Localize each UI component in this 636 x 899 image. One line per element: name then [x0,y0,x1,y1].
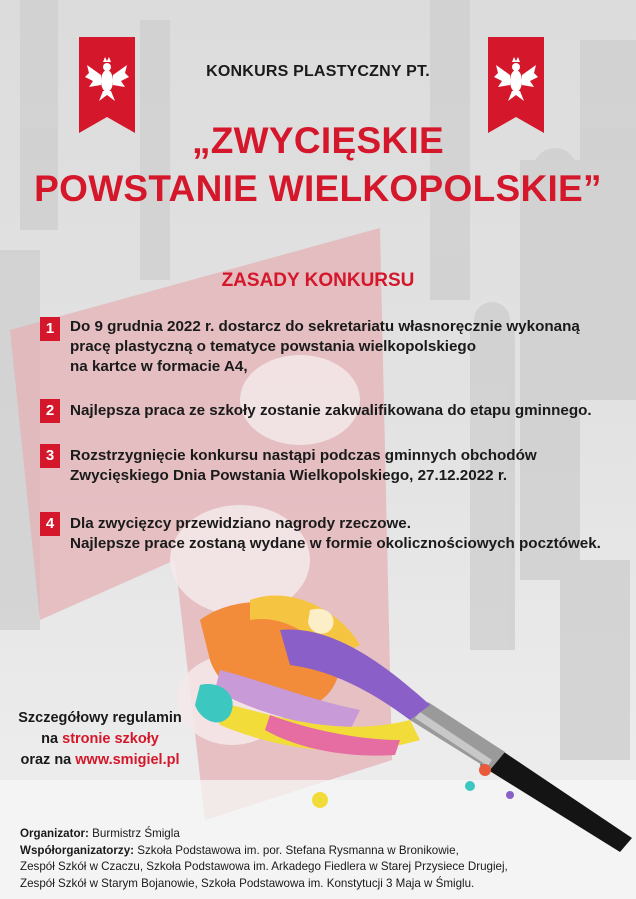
rule-number-1: 1 [40,317,60,341]
rule-text-2 [70,401,615,421]
eagle-banner-icon-left [79,37,135,133]
rule-number-4: 4 [40,512,60,536]
regulations-info [0,708,200,771]
organizer-value: Burmistrz Śmigla [92,827,180,840]
page-title-line2: POWSTANIE WIELKOPOLSKIE” [34,168,602,209]
rule-number-2: 2 [40,399,60,423]
organizer-label: Organizator: [20,827,89,840]
coorganizers-line3: Zespół Szkół w Starym Bojanowie, Szkoła Podstawowa im. Konstytucji 3 Maja w Śmiglu. [20,876,475,890]
rule-1-line-3: na kartce w formacie A4, [70,358,248,375]
regulations-line1: Szczegółowy regulamin [18,710,182,726]
rule-3-line-1: Rozstrzygnięcie konkursu nastąpi podczas gminnych obchodów [70,447,537,464]
rule-1-line-1: Do 9 grudnia 2022 r. dostarcz do sekretariatu własnoręcznie wykonaną [70,318,580,335]
regulations-line3 [0,750,200,771]
regulations-line3-prefix: oraz na [20,752,76,768]
coorganizers-value-1: Szkoła Podstawowa im. por. Stefana Rysmanna w Bronikowie, [137,843,459,857]
coorganizers-line2: Zespół Szkół w Czaczu, Szkoła Podstawowa im. Arkadego Fiedlera w Starej Przysiece Drugiej, [20,860,508,873]
rule-text-1 [70,317,615,377]
page-title-line1: „ZWYCIĘSKIE [191,120,445,161]
rule-4-line-2: Najlepsze prace zostaną wydane w formie okolicznościowych pocztówek. [70,535,601,552]
coorganizers-line1 [20,843,630,860]
contest-label: KONKURS PLASTYCZNY PT. [206,63,430,80]
regulations-line2 [0,729,200,750]
rule-2-line-1: Najlepsza praca ze szkoły zostanie zakwalifikowana do etapu gminnego. [70,402,592,419]
footer-organizers [20,826,630,892]
regulations-line2-prefix: na [41,731,63,747]
smigiel-website-link[interactable]: www.smigiel.pl [75,752,180,768]
eagle-banner-icon-right [488,37,544,133]
school-website-link[interactable]: stronie szkoły [62,731,159,747]
rule-text-4 [70,514,615,554]
rule-4-line-1: Dla zwycięzcy przewidziano nagrody rzeczowe. [70,515,411,532]
rule-number-3: 3 [40,444,60,468]
rules-heading: ZASADY KONKURSU [221,270,415,291]
coorganizers-label: Współorganizatorzy: [20,843,135,857]
paintbrush-illustration [180,590,636,860]
rule-text-3 [70,446,615,486]
organizer-line [20,826,630,843]
rule-1-line-2: pracę plastyczną o tematyce powstania wielkopolskiego [70,338,476,355]
rule-3-line-2: Zwycięskiego Dnia Powstania Wielkopolskiego, 27.12.2022 r. [70,467,508,484]
